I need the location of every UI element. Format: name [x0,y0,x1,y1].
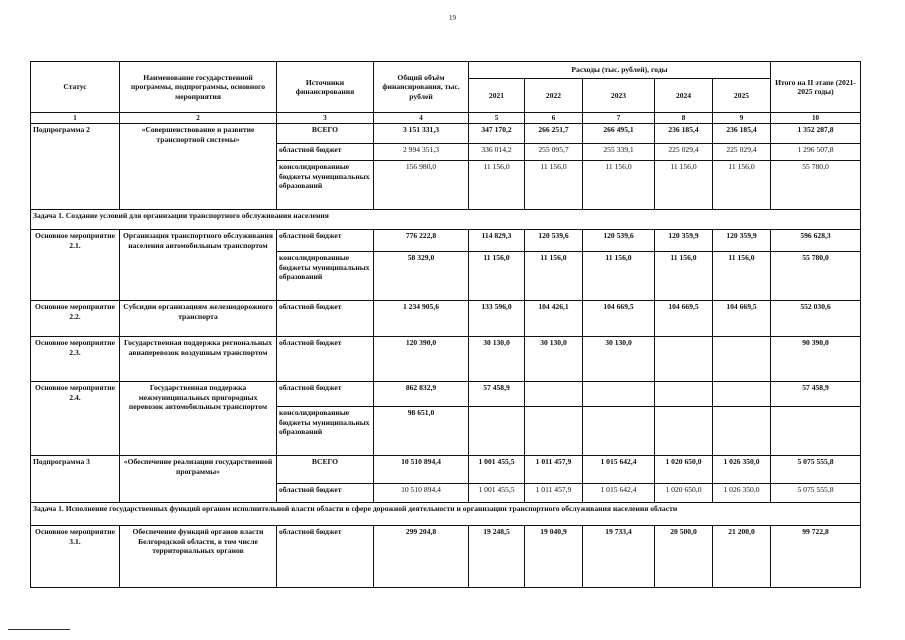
footer-rule [8,629,70,630]
header-year: 2021 [469,79,525,113]
header-status: Статус [31,62,120,113]
row-2024: 120 359,9 [655,230,713,252]
row-sum: 1 296 507,8 [771,144,861,161]
row-2024: 1 020 650,0 [655,484,713,503]
header-expenses: Расходы (тыс. рублей), годы [469,62,771,79]
row-sum: 5 075 555,8 [771,484,861,503]
row-sum: 55 780,0 [771,252,861,301]
row-sum: 596 628,3 [771,230,861,252]
column-number: 7 [583,113,655,124]
row-total: 862 832,9 [374,382,469,407]
table-row [31,124,861,144]
row-source: ВСЕГО [277,456,374,484]
column-number: 6 [525,113,583,124]
row-sum: 55 780,0 [771,161,861,210]
row-2022: 266 251,7 [525,124,583,144]
row-status: Основное мероприятие 3.1. [31,526,120,588]
row-total: 3 151 331,3 [374,124,469,144]
row-2021: 1 001 455,5 [469,484,525,503]
row-2021: 11 156,0 [469,161,525,210]
row-source: ВСЕГО [277,124,374,144]
row-name: Субсидии организациям железнодорожного транспорта [120,301,277,337]
row-2021: 336 014,2 [469,144,525,161]
row-2022: 11 156,0 [525,161,583,210]
row-2023: 1 015 642,4 [583,456,655,484]
row-2022 [525,382,583,407]
row-2023 [583,407,655,456]
row-2025: 236 185,4 [713,124,771,144]
row-name: Государственная поддержка межмуниципальных пригородных перевозок автомобильным транспортом [120,382,277,456]
table-row [31,230,861,252]
row-total: 120 390,0 [374,337,469,382]
row-sum [771,407,861,456]
row-2022 [525,407,583,456]
column-number: 1 [31,113,120,124]
table-row [31,301,861,337]
task-title: Задача 1. Создание условий для организации транспортного обслуживания населения [31,210,861,230]
row-status: Основное мероприятие 2.2. [31,301,120,337]
column-number: 10 [771,113,861,124]
row-total: 10 510 894,4 [374,456,469,484]
row-2021: 1 001 455,5 [469,456,525,484]
row-2024: 11 156,0 [655,252,713,301]
row-sum: 57 458,9 [771,382,861,407]
row-2023: 120 539,6 [583,230,655,252]
header-stage-total: Итого на II этапе (2021-2025 годы) [771,62,861,113]
row-source: консолидированные бюджеты муниципальных образований [277,252,374,301]
row-2021: 30 130,0 [469,337,525,382]
task-title: Задача 1. Исполнение государственных функций органом исполнительной власти области в сфере дорожной деятельности и организации транспортного обслуживания населения области [31,503,861,526]
row-status: Основное мероприятие 2.3. [31,337,120,382]
row-source: областной бюджет [277,484,374,503]
row-source: областной бюджет [277,337,374,382]
row-2022: 104 426,1 [525,301,583,337]
header-year: 2025 [713,79,771,113]
row-total: 1 234 905,6 [374,301,469,337]
header-total-volume: Общий объём финансирования, тыс. рублей [374,62,469,113]
row-2023: 19 733,4 [583,526,655,588]
header-sources: Источники финансирования [277,62,374,113]
row-2021: 114 829,3 [469,230,525,252]
row-2024 [655,382,713,407]
row-2025 [713,337,771,382]
row-2022: 19 040,9 [525,526,583,588]
row-2025 [713,407,771,456]
row-2022: 1 011 457,9 [525,484,583,503]
row-name: «Совершенствование и развитие транспортной системы» [120,124,277,210]
row-2023: 266 495,1 [583,124,655,144]
row-sum: 552 030,6 [771,301,861,337]
row-2021: 57 458,9 [469,382,525,407]
row-source: областной бюджет [277,382,374,407]
row-2024: 104 669,5 [655,301,713,337]
row-2022: 1 011 457,9 [525,456,583,484]
row-2025: 21 200,0 [713,526,771,588]
row-status: Основное мероприятие 2.1. [31,230,120,301]
row-2022: 120 539,6 [525,230,583,252]
row-total: 10 510 894,4 [374,484,469,503]
row-2023: 30 130,0 [583,337,655,382]
row-2022: 30 130,0 [525,337,583,382]
row-name: Государственная поддержка региональных авиаперевозок воздушным транспортом [120,337,277,382]
table-row [31,382,861,407]
row-2023: 1 015 642,4 [583,484,655,503]
row-2025 [713,382,771,407]
column-number: 2 [120,113,277,124]
row-2021: 19 248,5 [469,526,525,588]
row-2024 [655,337,713,382]
row-2024: 225 029,4 [655,144,713,161]
row-2023: 11 156,0 [583,161,655,210]
row-total: 299 204,8 [374,526,469,588]
row-status: Основное мероприятие 2.4. [31,382,120,456]
task-row [31,503,861,526]
table-row [31,526,861,588]
row-total: 98 651,0 [374,407,469,456]
row-2023: 104 669,5 [583,301,655,337]
row-total: 776 222,8 [374,230,469,252]
row-name: «Обеспечение реализации государственной программы» [120,456,277,503]
row-name: Организация транспортного обслуживания населения автомобильным транспортом [120,230,277,301]
table-row [31,456,861,484]
row-2021 [469,407,525,456]
row-sum: 90 390,0 [771,337,861,382]
header-name: Наименование государственной программы, подпрограммы, основного мероприятия [120,62,277,113]
row-2025: 225 029,4 [713,144,771,161]
column-number: 4 [374,113,469,124]
financing-table [30,61,861,588]
row-total: 156 980,0 [374,161,469,210]
row-total: 58 329,0 [374,252,469,301]
column-number: 3 [277,113,374,124]
row-2025: 1 026 350,0 [713,484,771,503]
row-2021: 347 170,2 [469,124,525,144]
row-2022: 255 095,7 [525,144,583,161]
row-2024: 1 020 650,0 [655,456,713,484]
header-year: 2022 [525,79,583,113]
task-row [31,210,861,230]
row-total: 2 994 351,3 [374,144,469,161]
row-2024: 20 500,0 [655,526,713,588]
row-2025: 104 669,5 [713,301,771,337]
header-year: 2024 [655,79,713,113]
row-source: областной бюджет [277,230,374,252]
row-source: областной бюджет [277,301,374,337]
row-source: консолидированные бюджеты муниципальных образований [277,161,374,210]
row-sum: 1 352 287,8 [771,124,861,144]
header-year: 2023 [583,79,655,113]
column-number: 5 [469,113,525,124]
row-2024: 236 185,4 [655,124,713,144]
row-2022: 11 156,0 [525,252,583,301]
column-number: 9 [713,113,771,124]
row-2023 [583,382,655,407]
column-number: 8 [655,113,713,124]
row-source: областной бюджет [277,526,374,588]
row-2024 [655,407,713,456]
row-sum: 99 722,8 [771,526,861,588]
row-2021: 11 156,0 [469,252,525,301]
row-2024: 11 156,0 [655,161,713,210]
row-status: Подпрограмма 3 [31,456,120,503]
table-row [31,337,861,382]
row-2025: 1 026 350,0 [713,456,771,484]
row-2021: 133 596,0 [469,301,525,337]
row-2025: 11 156,0 [713,252,771,301]
row-2025: 11 156,0 [713,161,771,210]
row-sum: 5 075 555,8 [771,456,861,484]
row-name: Обеспечение функций органов власти Белгородской области, в том числе территориальных органов [120,526,277,588]
row-2023: 255 339,1 [583,144,655,161]
row-2025: 120 359,9 [713,230,771,252]
page-number: 19 [449,14,456,22]
row-2023: 11 156,0 [583,252,655,301]
row-source: областной бюджет [277,144,374,161]
row-source: консолидированные бюджеты муниципальных образований [277,407,374,456]
row-status: Подпрограмма 2 [31,124,120,210]
